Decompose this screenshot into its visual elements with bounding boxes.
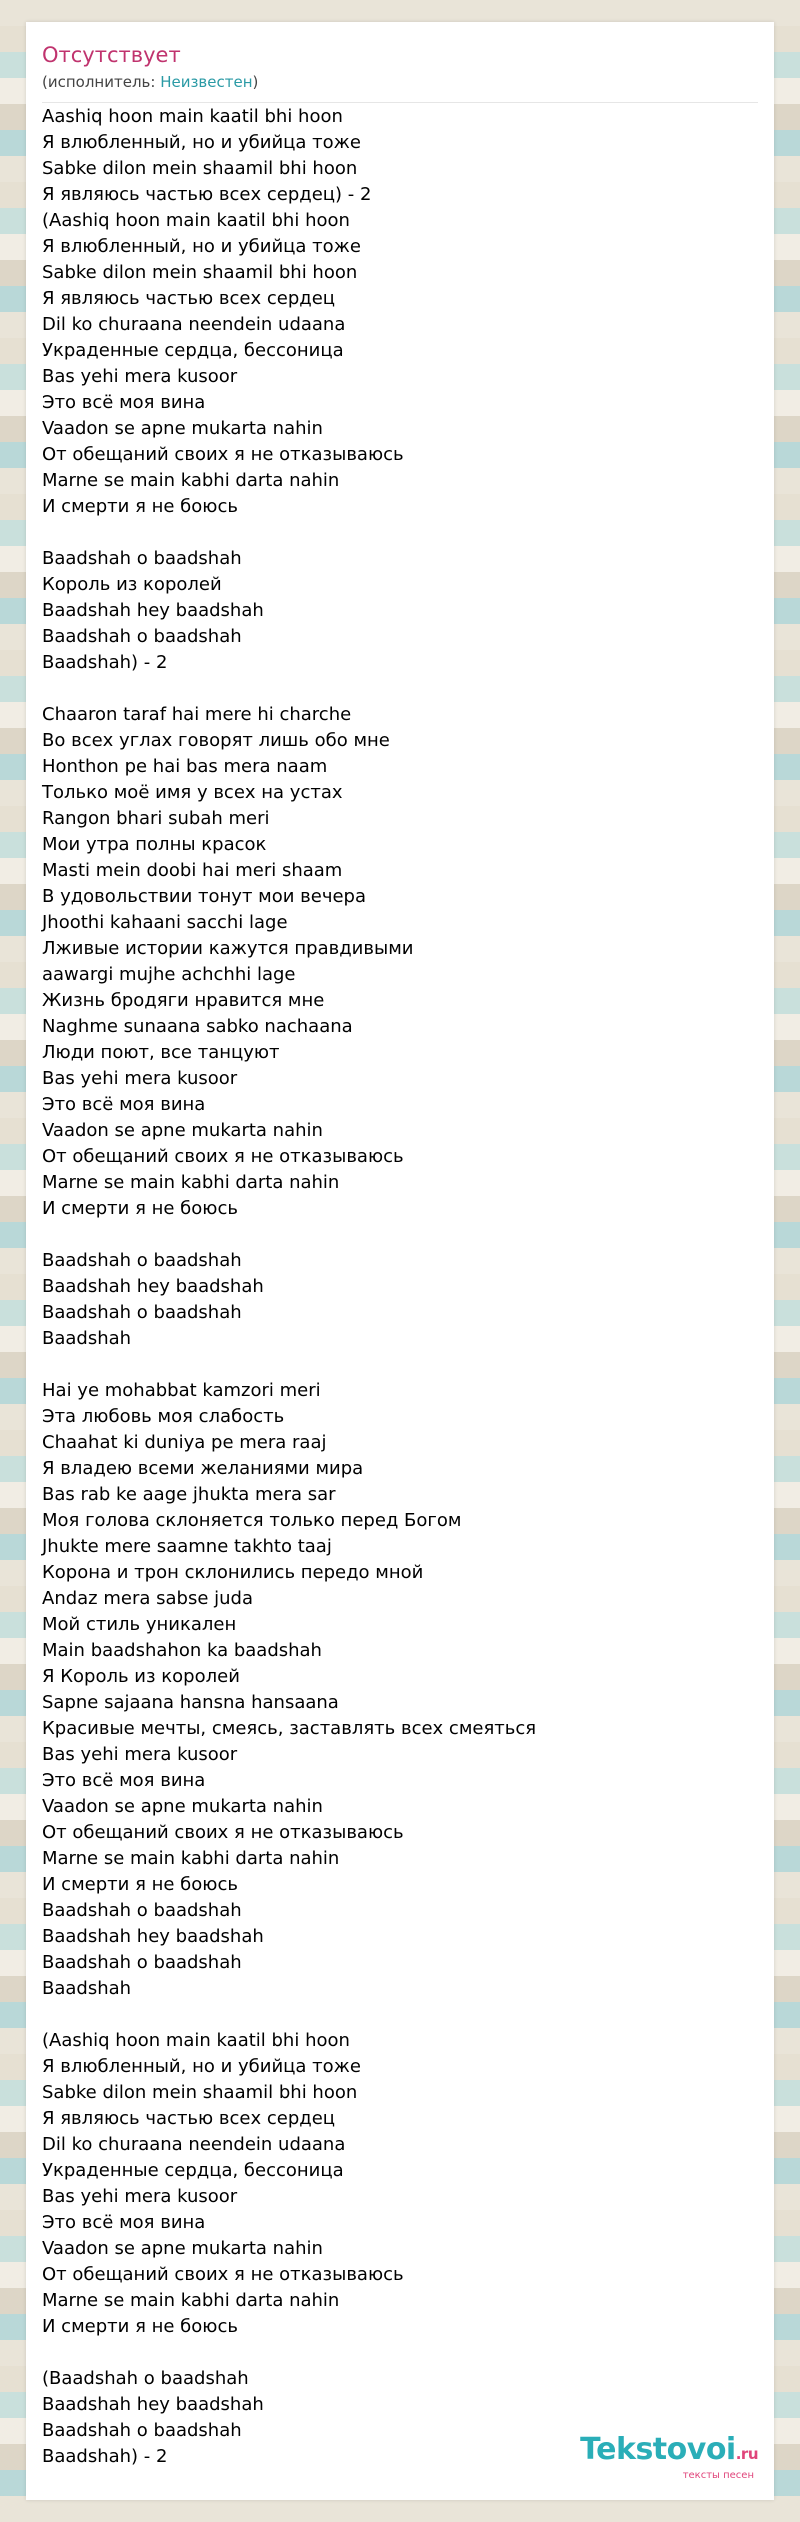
lyric-line: Naghme sunaana sabko nachaana bbox=[42, 1016, 353, 1037]
lyric-line: Я влюбленный, но и убийца тоже bbox=[42, 2056, 361, 2077]
lyric-line: Baadshah bbox=[42, 1978, 132, 1999]
lyric-line: И смерти я не боюсь bbox=[42, 1874, 238, 1895]
lyric-line: Vaadon se apne mukarta nahin bbox=[42, 418, 323, 439]
lyric-line: Мои утра полны красок bbox=[42, 834, 267, 855]
logo-wordmark bbox=[580, 2434, 758, 2470]
lyric-line: Baadshah o baadshah bbox=[42, 626, 242, 647]
lyric-line: Я владею всеми желаниями мира bbox=[42, 1458, 364, 1479]
lyric-line: Это всё моя вина bbox=[42, 1094, 206, 1115]
lyric-line: aawargi mujhe achchhi lage bbox=[42, 964, 296, 985]
lyric-line: Baadshah o baadshah bbox=[42, 1952, 242, 1973]
lyric-line: (Aashiq hoon main kaatil bhi hoon bbox=[42, 2030, 350, 2051]
lyric-line: От обещаний своих я не отказываюсь bbox=[42, 444, 404, 465]
lyric-line: Baadshah hey baadshah bbox=[42, 1926, 264, 1947]
lyric-line: Jhoothi kahaani sacchi lage bbox=[42, 912, 288, 933]
lyric-line: Bas yehi mera kusoor bbox=[42, 1068, 238, 1089]
lyric-line: Honthon pe hai bas mera naam bbox=[42, 756, 328, 777]
lyric-line: Baadshah hey baadshah bbox=[42, 1276, 264, 1297]
artist-link[interactable]: Неизвестен bbox=[160, 73, 253, 91]
lyric-line: Aashiq hoon main kaatil bhi hoon bbox=[42, 106, 343, 127]
lyric-line: Baadshah o baadshah bbox=[42, 1302, 242, 1323]
lyric-line: От обещаний своих я не отказываюсь bbox=[42, 1146, 404, 1167]
lyric-line: Vaadon se apne mukarta nahin bbox=[42, 1796, 323, 1817]
lyric-line: Marne se main kabhi darta nahin bbox=[42, 2290, 340, 2311]
lyric-line: Marne se main kabhi darta nahin bbox=[42, 470, 340, 491]
lyric-line: Jhukte mere saamne takhto taaj bbox=[42, 1536, 332, 1557]
lyric-line: Я являюсь частью всех сердец bbox=[42, 2108, 336, 2129]
logo-tld: .ru bbox=[735, 2445, 758, 2463]
lyric-line: Marne se main kabhi darta nahin bbox=[42, 1172, 340, 1193]
lyric-line: Chaahat ki duniya pe mera raaj bbox=[42, 1432, 327, 1453]
lyric-line: Корона и трон склонились передо мной bbox=[42, 1562, 424, 1583]
lyric-line: Baadshah o baadshah bbox=[42, 1250, 242, 1271]
lyric-line: От обещаний своих я не отказываюсь bbox=[42, 2264, 404, 2285]
lyric-line: Люди поют, все танцуют bbox=[42, 1042, 280, 1063]
lyric-line: И смерти я не боюсь bbox=[42, 1198, 238, 1219]
lyric-line: От обещаний своих я не отказываюсь bbox=[42, 1822, 404, 1843]
lyric-line: Жизнь бродяги нравится мне bbox=[42, 990, 325, 1011]
song-title: Отсутствует bbox=[42, 43, 181, 67]
lyric-line: Baadshah) - 2 bbox=[42, 2446, 168, 2467]
lyric-line: Я являюсь частью всех сердец) - 2 bbox=[42, 184, 372, 205]
artist-prefix: (исполнитель: bbox=[42, 73, 161, 91]
title-divider bbox=[42, 102, 758, 103]
lyric-line: Эта любовь моя слабость bbox=[42, 1406, 285, 1427]
lyric-line: Baadshah hey baadshah bbox=[42, 600, 264, 621]
lyric-line: (Baadshah o baadshah bbox=[42, 2368, 249, 2389]
lyric-line: Моя голова склоняется только перед Богом bbox=[42, 1510, 462, 1531]
lyric-line: Chaaron taraf hai mere hi charche bbox=[42, 704, 352, 725]
lyric-line: (Aashiq hoon main kaatil bhi hoon bbox=[42, 210, 350, 231]
lyric-line: Baadshah hey baadshah bbox=[42, 2394, 264, 2415]
lyric-line: Я являюсь частью всех сердец bbox=[42, 288, 336, 309]
lyric-line: Это всё моя вина bbox=[42, 2212, 206, 2233]
stanza-gap bbox=[42, 676, 762, 702]
lyric-line: Красивые мечты, смеясь, заставлять всех смеяться bbox=[42, 1718, 537, 1739]
lyric-line: Мой стиль уникален bbox=[42, 1614, 237, 1635]
lyric-line: Это всё моя вина bbox=[42, 1770, 206, 1791]
lyric-line: Sabke dilon mein shaamil bhi hoon bbox=[42, 2082, 358, 2103]
stanza-gap bbox=[42, 2340, 762, 2366]
lyric-line: Sabke dilon mein shaamil bhi hoon bbox=[42, 262, 358, 283]
lyric-line: Bas rab ke aage jhukta mera sar bbox=[42, 1484, 336, 1505]
lyric-line: Hai ye mohabbat kamzori meri bbox=[42, 1380, 321, 1401]
lyric-line: Bas yehi mera kusoor bbox=[42, 1744, 238, 1765]
lyric-line: Я Король из королей bbox=[42, 1666, 240, 1687]
lyric-line: Украденные сердца, бессоница bbox=[42, 340, 344, 361]
lyric-line: В удовольствии тонут мои вечера bbox=[42, 886, 367, 907]
logo-name: Tekstovoi bbox=[580, 2432, 736, 2467]
lyric-line: Dil ko churaana neendein udaana bbox=[42, 2134, 346, 2155]
lyric-line: Только моё имя у всех на устах bbox=[42, 782, 343, 803]
lyric-line: Baadshah o baadshah bbox=[42, 548, 242, 569]
lyric-line: Baadshah o baadshah bbox=[42, 1900, 242, 1921]
lyric-line: Это всё моя вина bbox=[42, 392, 206, 413]
artist-suffix: ) bbox=[252, 73, 259, 91]
lyrics-text bbox=[42, 104, 762, 2470]
lyric-line: Baadshah bbox=[42, 1328, 132, 1349]
stanza-gap bbox=[42, 1222, 762, 1248]
lyric-line: Во всех углах говорят лишь обо мне bbox=[42, 730, 390, 751]
lyric-line: Marne se main kabhi darta nahin bbox=[42, 1848, 340, 1869]
lyric-line: Masti mein doobi hai meri shaam bbox=[42, 860, 343, 881]
lyric-line: Rangon bhari subah meri bbox=[42, 808, 270, 829]
lyric-line: Main baadshahon ka baadshah bbox=[42, 1640, 322, 1661]
stanza-gap bbox=[42, 1352, 762, 1378]
logo-tagline: тексты песен bbox=[682, 2470, 754, 2481]
lyric-line: Dil ko churaana neendein udaana bbox=[42, 314, 346, 335]
lyric-line: И смерти я не боюсь bbox=[42, 496, 238, 517]
lyric-line: Vaadon se apne mukarta nahin bbox=[42, 1120, 323, 1141]
lyric-line: Baadshah) - 2 bbox=[42, 652, 168, 673]
site-logo[interactable] bbox=[580, 2434, 758, 2482]
lyric-line: Украденные сердца, бессоница bbox=[42, 2160, 344, 2181]
stanza-gap bbox=[42, 520, 762, 546]
lyric-line: Sapne sajaana hansna hansaana bbox=[42, 1692, 339, 1713]
lyrics-card bbox=[26, 22, 774, 2500]
lyric-line: Sabke dilon mein shaamil bhi hoon bbox=[42, 158, 358, 179]
lyric-line: Лживые истории кажутся правдивыми bbox=[42, 938, 414, 959]
lyric-line: Vaadon se apne mukarta nahin bbox=[42, 2238, 323, 2259]
lyric-line: Я влюбленный, но и убийца тоже bbox=[42, 132, 361, 153]
lyric-line: Andaz mera sabse juda bbox=[42, 1588, 253, 1609]
lyric-line: Bas yehi mera kusoor bbox=[42, 366, 238, 387]
lyric-line: Я влюбленный, но и убийца тоже bbox=[42, 236, 361, 257]
lyric-line: Baadshah o baadshah bbox=[42, 2420, 242, 2441]
lyric-line: Король из королей bbox=[42, 574, 222, 595]
stanza-gap bbox=[42, 2002, 762, 2028]
lyric-line: Bas yehi mera kusoor bbox=[42, 2186, 238, 2207]
lyric-line: И смерти я не боюсь bbox=[42, 2316, 238, 2337]
artist-line bbox=[42, 72, 258, 92]
